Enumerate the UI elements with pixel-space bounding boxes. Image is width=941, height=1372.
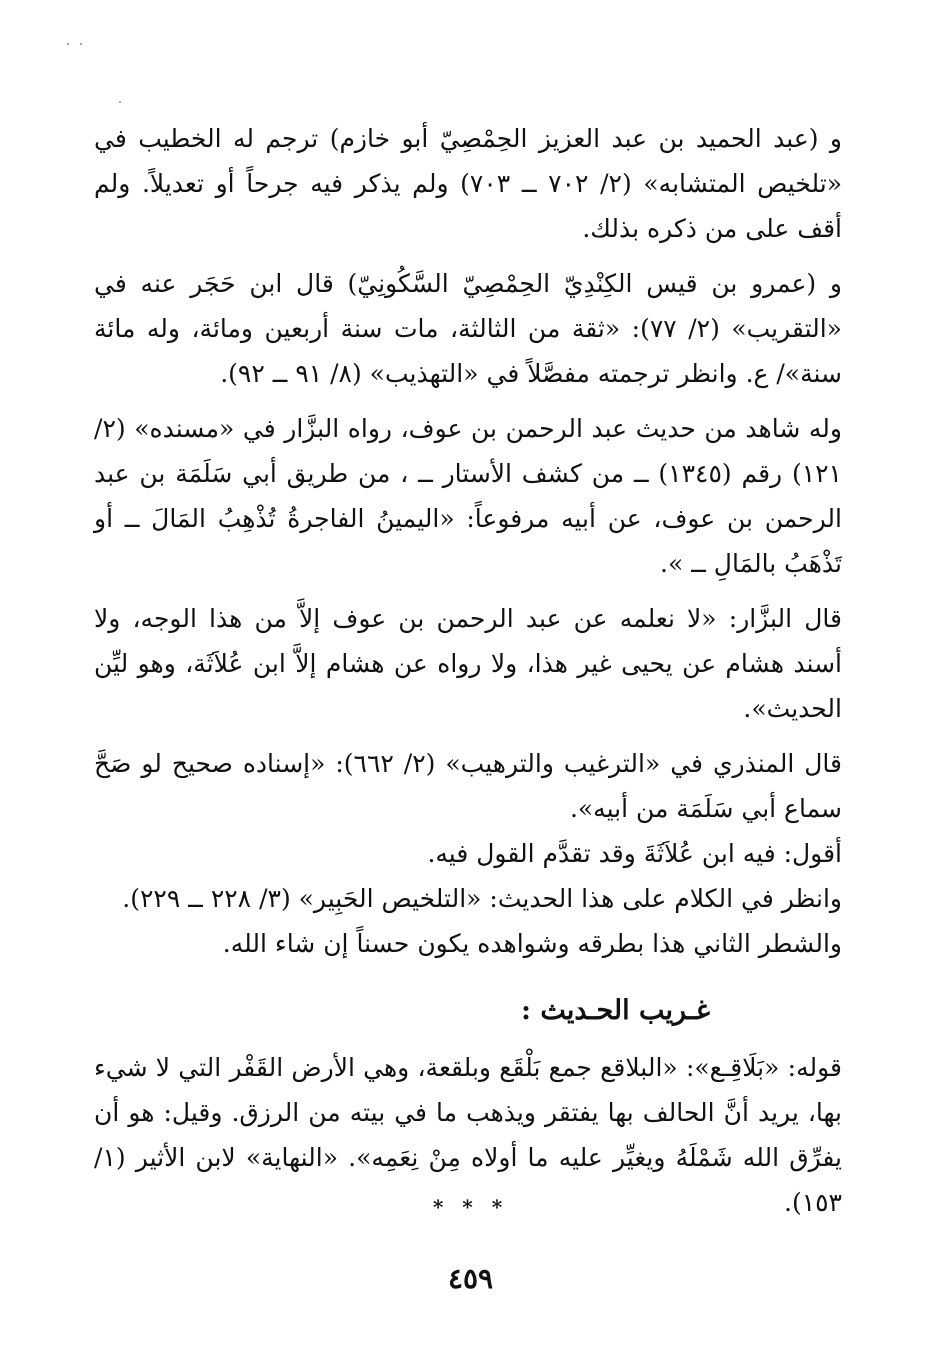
paragraph-shahid: وله شاهد من حديث عبد الرحمن بن عوف، رواه البزَّار في «مسنده» (٢/ ١٢١) رقم (١٣٤٥) ــ من كشف الأستار ــ ، من طريق أبي سَلَمَة بن عبد الرحمن بن عوف، عن أبيه مرفوعاً: «اليمينُ الفاجرةُ تُذْهِبُ المَالَ ــ أو تَذْهَبُ بالمَالِ ــ ». bbox=[94, 414, 842, 578]
paragraph-abdulhamid: و (عبد الحميد بن عبد العزيز الحِمْصِيّ أبو خازم) ترجم له الخطيب في «تلخيص المتشابه» (٢/ ٧٠٢ ــ ٧٠٣) ولم يذكر فيه جرحاً أو تعديلاً. ولم أقف على من ذكره بذلك. bbox=[94, 124, 843, 243]
paragraph-amr-ibn-qays: و (عمرو بن قيس الكِنْدِيّ الحِمْصِيّ السَّكُونِيّ) قال ابن حَجَر عنه في «التقريب» (٢/ ٧٧): «ثقة من الثالثة، مات سنة أربعين ومائة، وله مائة سنة»/ ع. وانظر ترجمته مفصَّلاً في «التهذيب» (٨/ ٩١ ــ ٩٢). bbox=[94, 269, 842, 388]
main-text bbox=[94, 116, 842, 966]
paragraph-bazzar: قال البزَّار: «لا نعلمه عن عبد الرحمن بن عوف إلاَّ من هذا الوجه، ولا أسند هشام عن يحيى غير هذا، ولا رواه عن هشام إلاَّ ابن عُلاَثَة، وهو ليِّن الحديث». bbox=[94, 604, 842, 723]
paragraph-gharib: قوله: «بَلَاقِـع»: «البلاقع جمع بَلْقَع وبلقعة، وهي الأرض القَفْر التي لا شيء بها، يريد أنَّ الحالف بها يفتقر ويذهب ما في بيته من الرزق. وقيل: هو أن يفرِّق الله شَمْلَهُ ويغيِّر عليه ما أولاه مِنْ نِعَمِه». «النهاية» لابن الأثير (١/ ١٥٣). bbox=[94, 1053, 842, 1217]
page-number: ٤٥٩ bbox=[447, 1262, 494, 1295]
scan-speck bbox=[67, 43, 69, 45]
scan-speck bbox=[119, 101, 121, 103]
section-heading: غـريب الحـديث : bbox=[521, 995, 710, 1026]
section-separator: * * * bbox=[432, 1195, 509, 1219]
paragraph-mundhiri: قال المنذري في «الترغيب والترهيب» (٢/ ٦٦٢): «إسناده صحيح لو صَحَّ سماع أبي سَلَمَة من أبيه». أقول: فيه ابن عُلاَثَةَ وقد تقدَّم القول فيه. وانظر في الكلام على هذا الحديث: «التلخيص الحَبِير» (٣/ ٢٢٨ ــ ٢٢٩). والشطر الثاني هذا بطرقه وشواهده يكون حسناً إن شاء الله. bbox=[94, 749, 842, 958]
scan-speck bbox=[80, 43, 82, 45]
